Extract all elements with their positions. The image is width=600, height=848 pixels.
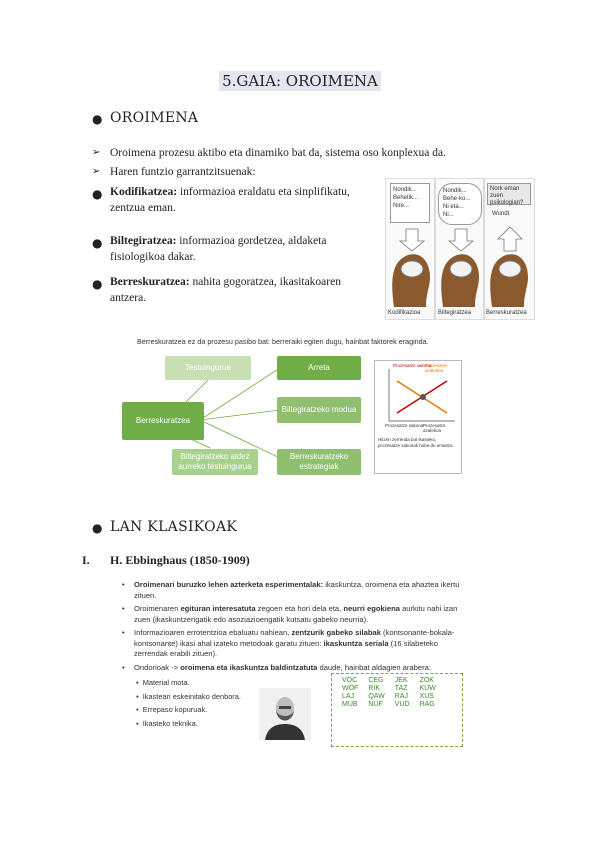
- chart-label-b: Prozesatze azalekoa: [425, 363, 448, 373]
- node-testuingurua: Testuingurua: [165, 356, 251, 380]
- syllable: CEG: [368, 677, 384, 684]
- text: Ikasteko teknika.: [142, 718, 198, 728]
- function-term: Kodifikatzea:: [110, 186, 178, 198]
- node-aldez-aurreko-testuingurua: Biltegiratzeko aldez aurreko testuingurua: [172, 449, 258, 475]
- text: Ikasteari eskeinitako denbora.: [142, 691, 241, 701]
- function-item-berreskuratzea: [110, 274, 385, 306]
- answer-label: Wundt: [492, 211, 510, 217]
- bubble-text: Ni...: [443, 212, 454, 218]
- function-desc: informazioa gordetzea, aldaketa: [179, 235, 327, 247]
- caption-biltegiratzea: Biltegiratzea: [438, 310, 472, 316]
- chart-label-a: Prozesatze sakona: [393, 363, 432, 368]
- text: Errepaso kopuruak.: [142, 705, 208, 714]
- text: zegoen eta hori dela eta,: [255, 604, 344, 613]
- node-estrategiak: Berreskuratzeko estrategiak: [277, 449, 361, 475]
- syllable: KUW: [419, 685, 436, 692]
- bold-text: neurri egokiena: [343, 604, 400, 613]
- function-desc: antzera.: [110, 292, 147, 304]
- processing-depth-figure: [374, 360, 462, 474]
- syllable: VUD: [394, 701, 410, 708]
- syllable: RAG: [419, 701, 435, 708]
- bullet-dot: •: [122, 604, 125, 613]
- up-arrow-icon: [498, 227, 522, 251]
- ebbinghaus-bullets: [122, 580, 462, 676]
- node-berreskuratzea-center: Berreskuratzea: [122, 402, 204, 440]
- table-row: [342, 701, 436, 709]
- syllable: QAW: [368, 693, 385, 700]
- text: Ondorioak ->: [134, 662, 181, 672]
- syllables-table: [331, 673, 463, 747]
- bullet-dot: ●: [92, 236, 103, 250]
- bullet-item: [122, 604, 462, 625]
- bubble-text: Nondik...: [393, 187, 417, 193]
- bold-text: ikaskuntza seriala: [323, 638, 389, 648]
- text: aurkitu nahi izan zuen (ikaskuntzengatik edo asoziazioengatik kutsatu gabeko neurria).: [134, 604, 458, 624]
- sub-bullets: [136, 676, 241, 730]
- syllable: TAZ: [394, 685, 408, 692]
- brain-icon: [401, 261, 423, 277]
- syllable: MUB: [342, 701, 358, 708]
- arrow-icon: ➢: [92, 166, 101, 177]
- roman-numeral: I.: [82, 553, 90, 567]
- sub-bullet-item: ▪ Ikasteari eskeinitako denbora.: [136, 691, 241, 701]
- bubble-text: Ni eta...: [443, 204, 464, 210]
- section-heading-oroimena: OROIMENA: [110, 110, 199, 126]
- syllable: NUF: [368, 701, 383, 708]
- syllables-grid: [342, 677, 436, 709]
- bullet-dot: •: [122, 628, 125, 637]
- chart-caption: Hitzen zerrenda bat ikasteko, prozesatze sakonak hobe du emaitza.: [378, 437, 454, 448]
- text: daude, hainbat aldagien arabera:: [317, 662, 431, 672]
- function-term: Berreskuratzea:: [110, 276, 190, 288]
- bold-text: zentzurik gabeko silabak: [291, 628, 381, 637]
- bubble-text: Behetik...: [393, 195, 419, 201]
- syllable: XUS: [419, 693, 434, 700]
- page-title: 5.GAIA: OROIMENA: [0, 72, 600, 90]
- thought-bubble-2: [438, 183, 482, 225]
- table-row: [342, 693, 436, 701]
- ebbinghaus-heading: H. Ebbinghaus (1850-1909): [110, 553, 250, 567]
- question-box: Nork eman zuen psikologian?: [487, 183, 531, 205]
- text: Material mota.: [142, 678, 190, 687]
- function-item-biltegiratzea: [110, 233, 385, 265]
- bold-text: egituran interesatuta: [180, 604, 256, 613]
- bullet-item: [122, 663, 462, 674]
- bubble-text: Behe-ko...: [443, 196, 471, 202]
- syllable: WOF: [342, 685, 359, 692]
- chart-xlabel-a: Prozesatze sakona: [385, 423, 424, 428]
- mindmap-caption: Berreskuratzea ez da prozesu pasibo bat: berreraiki egiten dugu, hainbat faktorek eraginda.: [137, 337, 429, 346]
- text: Informazioaren errotentzioa ebaluatu nahiean,: [134, 628, 292, 637]
- function-desc: nahita gogoratzea, ikasitakoaren: [192, 276, 341, 288]
- node-biltegiratzeko-modua: Biltegiratzeko modua: [277, 397, 361, 423]
- arrow-item-1: Oroimena prozesu aktibo eta dinamiko bat da, sistema oso konplexua da.: [110, 147, 446, 159]
- bold-text: oroimena eta ikaskuntza baldintzatuta: [180, 662, 318, 672]
- bullet-dot: •: [122, 662, 125, 672]
- bullet-dot: ●: [92, 521, 103, 535]
- text: Oroimenaren: [134, 604, 181, 613]
- bubble-text: Nondik...: [443, 188, 467, 194]
- syllable: RIK: [368, 685, 380, 692]
- section-heading-lan-klasikoak: LAN KLASIKOAK: [110, 519, 238, 535]
- processing-chart: [375, 361, 461, 473]
- bullet-dot: ●: [92, 112, 103, 126]
- caption-kodifikazioa: Kodifikazioa: [388, 310, 421, 316]
- sub-bullet-item: ▪ Errepaso kopuruak.: [136, 705, 208, 714]
- syllable: VOC: [342, 677, 358, 684]
- bullet-dot: ●: [92, 277, 103, 291]
- table-row: [342, 677, 436, 685]
- bullet-dot: ●: [92, 187, 103, 201]
- function-item-kodifikatzea: [110, 184, 385, 216]
- function-desc: informazioa eraldatu eta sinplifikatu,: [179, 186, 350, 198]
- brain-icon: [499, 261, 521, 277]
- portrait-image: [259, 688, 311, 740]
- down-arrow-icon: [400, 229, 424, 251]
- syllable: ZOK: [419, 677, 434, 684]
- thought-box-1: [390, 183, 430, 223]
- bubble-text: Nire...: [393, 203, 410, 209]
- arrow-icon: ➢: [92, 147, 101, 158]
- brain-icon: [450, 261, 472, 277]
- bullet-dot: •: [122, 580, 125, 589]
- syllable: JEK: [394, 677, 408, 684]
- arrow-item-2: Haren funtzio garrantzitsuenak:: [110, 166, 256, 178]
- syllable: LAJ: [342, 693, 355, 700]
- figure-person-icon: [420, 394, 426, 400]
- sub-bullet-item: ▪ Material mota.: [136, 678, 190, 687]
- memory-heads-figure: [385, 178, 535, 320]
- table-row: [342, 685, 436, 693]
- caption-berreskuratzea: Berreskuratzea: [486, 310, 527, 316]
- function-desc: fisiologikoa dakar.: [110, 251, 196, 263]
- function-desc: zentzua eman.: [110, 202, 176, 214]
- ebbinghaus-portrait: [259, 688, 311, 740]
- function-term: Biltegiratzea:: [110, 235, 177, 247]
- down-arrow-icon: [449, 229, 473, 251]
- text: (16 silabeteko zerrendak erabili zituen).: [134, 638, 438, 658]
- bullet-item: [122, 580, 462, 601]
- node-arreta: Arreta: [277, 356, 361, 380]
- chart-xlabel-b: Prozesatze azalekoa: [423, 423, 446, 433]
- bold-text: Oroimenari buruzko lehen azterketa esperimentalak:: [134, 580, 324, 589]
- syllable: RAJ: [394, 693, 409, 700]
- text: ikaskuntza, oroimena eta ahaztea ikertu zituen.: [134, 580, 460, 600]
- text: (kontsonante-bokala-kontsonante) ikasi ahal izateko metodoak garatu zituen:: [134, 628, 455, 648]
- connector: [200, 410, 280, 420]
- bullet-item: [122, 628, 462, 660]
- sub-bullet-item: ▪ Ikasteko teknika.: [136, 718, 198, 728]
